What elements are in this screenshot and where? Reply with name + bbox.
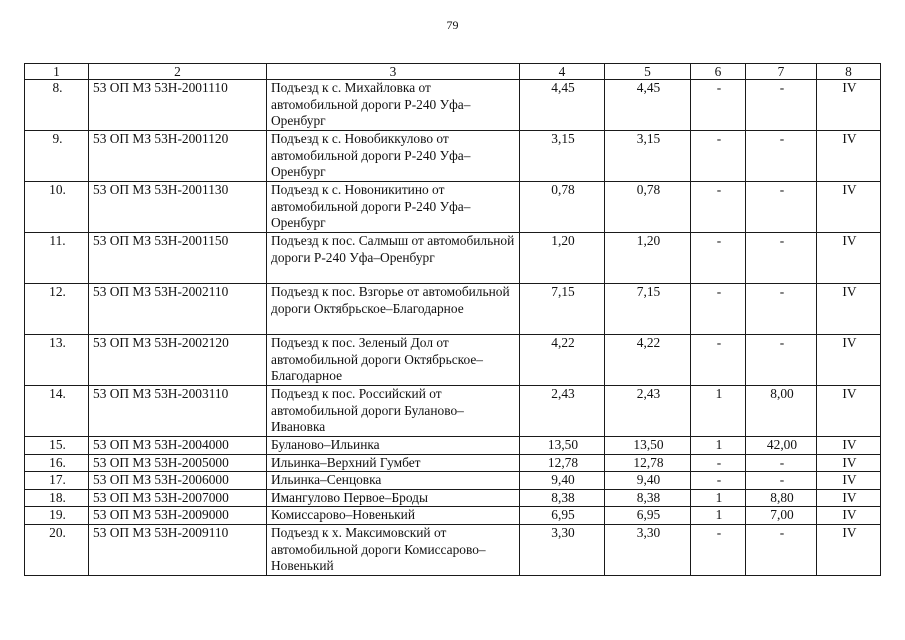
count-cell: - (691, 284, 746, 335)
road-code-cell: 53 ОП МЗ 53Н-2007000 (89, 489, 267, 507)
road-name-cell: Подъезд к пос. Российский от автомобильной дороги Буланово–Ивановка (267, 386, 520, 437)
count-cell: - (691, 233, 746, 284)
category-cell: IV (817, 284, 881, 335)
category-cell: IV (817, 182, 881, 233)
road-name-cell: Имангулово Первое–Броды (267, 489, 520, 507)
length-cell: 4,45 (605, 80, 691, 131)
value-cell: - (746, 233, 817, 284)
category-cell: IV (817, 489, 881, 507)
road-code-cell: 53 ОП МЗ 53Н-2006000 (89, 472, 267, 490)
length-total-cell: 9,40 (520, 472, 605, 490)
table-row (25, 472, 881, 490)
length-total-cell: 13,50 (520, 437, 605, 455)
length-total-cell: 1,20 (520, 233, 605, 284)
count-cell: - (691, 335, 746, 386)
value-cell: 8,80 (746, 489, 817, 507)
row-number-cell: 10. (25, 182, 89, 233)
column-header: 2 (89, 64, 267, 80)
column-header: 6 (691, 64, 746, 80)
category-cell: IV (817, 80, 881, 131)
length-total-cell: 4,45 (520, 80, 605, 131)
length-total-cell: 6,95 (520, 507, 605, 525)
road-code-cell: 53 ОП МЗ 53Н-2001150 (89, 233, 267, 284)
road-code-cell: 53 ОП МЗ 53Н-2009000 (89, 507, 267, 525)
road-code-cell: 53 ОП МЗ 53Н-2005000 (89, 454, 267, 472)
table-row (25, 182, 881, 233)
row-number-cell: 9. (25, 131, 89, 182)
length-cell: 3,30 (605, 524, 691, 575)
row-number-cell: 12. (25, 284, 89, 335)
road-name-cell: Подъезд к пос. Салмыш от автомобильной дороги Р-240 Уфа–Оренбург (267, 233, 520, 284)
table-row (25, 386, 881, 437)
road-code-cell: 53 ОП МЗ 53Н-2009110 (89, 524, 267, 575)
length-total-cell: 8,38 (520, 489, 605, 507)
value-cell: 7,00 (746, 507, 817, 525)
count-cell: 1 (691, 437, 746, 455)
table-row (25, 524, 881, 575)
length-total-cell: 3,30 (520, 524, 605, 575)
road-name-cell: Ильинка–Верхний Гумбет (267, 454, 520, 472)
table-row (25, 80, 881, 131)
road-code-cell: 53 ОП МЗ 53Н-2001130 (89, 182, 267, 233)
category-cell: IV (817, 507, 881, 525)
roads-table (24, 63, 881, 576)
value-cell: 8,00 (746, 386, 817, 437)
category-cell: IV (817, 335, 881, 386)
row-number-cell: 14. (25, 386, 89, 437)
row-number-cell: 15. (25, 437, 89, 455)
table-row (25, 233, 881, 284)
count-cell: 1 (691, 386, 746, 437)
length-cell: 2,43 (605, 386, 691, 437)
column-header: 4 (520, 64, 605, 80)
table-row (25, 437, 881, 455)
road-name-cell: Подъезд к с. Михайловка от автомобильной дороги Р-240 Уфа–Оренбург (267, 80, 520, 131)
road-name-cell: Подъезд к пос. Взгорье от автомобильной дороги Октябрьское–Благодарное (267, 284, 520, 335)
value-cell: - (746, 182, 817, 233)
row-number-cell: 18. (25, 489, 89, 507)
length-total-cell: 0,78 (520, 182, 605, 233)
road-code-cell: 53 ОП МЗ 53Н-2002110 (89, 284, 267, 335)
count-cell: - (691, 182, 746, 233)
table-row (25, 335, 881, 386)
length-cell: 9,40 (605, 472, 691, 490)
category-cell: IV (817, 131, 881, 182)
table-row (25, 284, 881, 335)
length-total-cell: 7,15 (520, 284, 605, 335)
road-name-cell: Подъезд к х. Максимовский от автомобильной дороги Комиссарово–Новенький (267, 524, 520, 575)
category-cell: IV (817, 454, 881, 472)
value-cell: 42,00 (746, 437, 817, 455)
length-cell: 6,95 (605, 507, 691, 525)
length-cell: 7,15 (605, 284, 691, 335)
row-number-cell: 8. (25, 80, 89, 131)
column-header: 5 (605, 64, 691, 80)
road-name-cell: Подъезд к пос. Зеленый Дол от автомобильной дороги Октябрьское–Благодарное (267, 335, 520, 386)
column-header: 3 (267, 64, 520, 80)
length-cell: 4,22 (605, 335, 691, 386)
value-cell: - (746, 131, 817, 182)
road-code-cell: 53 ОП МЗ 53Н-2002120 (89, 335, 267, 386)
row-number-cell: 11. (25, 233, 89, 284)
road-name-cell: Ильинка–Сенцовка (267, 472, 520, 490)
length-cell: 8,38 (605, 489, 691, 507)
category-cell: IV (817, 233, 881, 284)
row-number-cell: 19. (25, 507, 89, 525)
roads-table-body (25, 64, 881, 576)
count-cell: - (691, 472, 746, 490)
length-cell: 0,78 (605, 182, 691, 233)
category-cell: IV (817, 386, 881, 437)
row-number-cell: 20. (25, 524, 89, 575)
category-cell: IV (817, 472, 881, 490)
page-number: 79 (446, 18, 459, 32)
category-cell: IV (817, 524, 881, 575)
count-cell: 1 (691, 507, 746, 525)
value-cell: - (746, 472, 817, 490)
road-code-cell: 53 ОП МЗ 53Н-2001120 (89, 131, 267, 182)
road-name-cell: Буланово–Ильинка (267, 437, 520, 455)
count-cell: - (691, 131, 746, 182)
length-total-cell: 12,78 (520, 454, 605, 472)
table-row (25, 454, 881, 472)
length-total-cell: 2,43 (520, 386, 605, 437)
length-total-cell: 3,15 (520, 131, 605, 182)
value-cell: - (746, 284, 817, 335)
count-cell: - (691, 524, 746, 575)
table-row (25, 131, 881, 182)
row-number-cell: 16. (25, 454, 89, 472)
road-code-cell: 53 ОП МЗ 53Н-2001110 (89, 80, 267, 131)
column-header: 8 (817, 64, 881, 80)
road-name-cell: Комиссарово–Новенький (267, 507, 520, 525)
count-cell: - (691, 454, 746, 472)
length-total-cell: 4,22 (520, 335, 605, 386)
table-row (25, 489, 881, 507)
length-cell: 1,20 (605, 233, 691, 284)
road-code-cell: 53 ОП МЗ 53Н-2004000 (89, 437, 267, 455)
road-name-cell: Подъезд к с. Новоникитино от автомобильной дороги Р-240 Уфа–Оренбург (267, 182, 520, 233)
table-header-row (25, 64, 881, 80)
length-cell: 12,78 (605, 454, 691, 472)
row-number-cell: 13. (25, 335, 89, 386)
row-number-cell: 17. (25, 472, 89, 490)
length-cell: 3,15 (605, 131, 691, 182)
value-cell: - (746, 524, 817, 575)
road-name-cell: Подъезд к с. Новобиккулово от автомобильной дороги Р-240 Уфа–Оренбург (267, 131, 520, 182)
column-header: 1 (25, 64, 89, 80)
column-header: 7 (746, 64, 817, 80)
value-cell: - (746, 80, 817, 131)
table-row (25, 507, 881, 525)
road-code-cell: 53 ОП МЗ 53Н-2003110 (89, 386, 267, 437)
length-cell: 13,50 (605, 437, 691, 455)
value-cell: - (746, 454, 817, 472)
value-cell: - (746, 335, 817, 386)
count-cell: - (691, 80, 746, 131)
count-cell: 1 (691, 489, 746, 507)
category-cell: IV (817, 437, 881, 455)
